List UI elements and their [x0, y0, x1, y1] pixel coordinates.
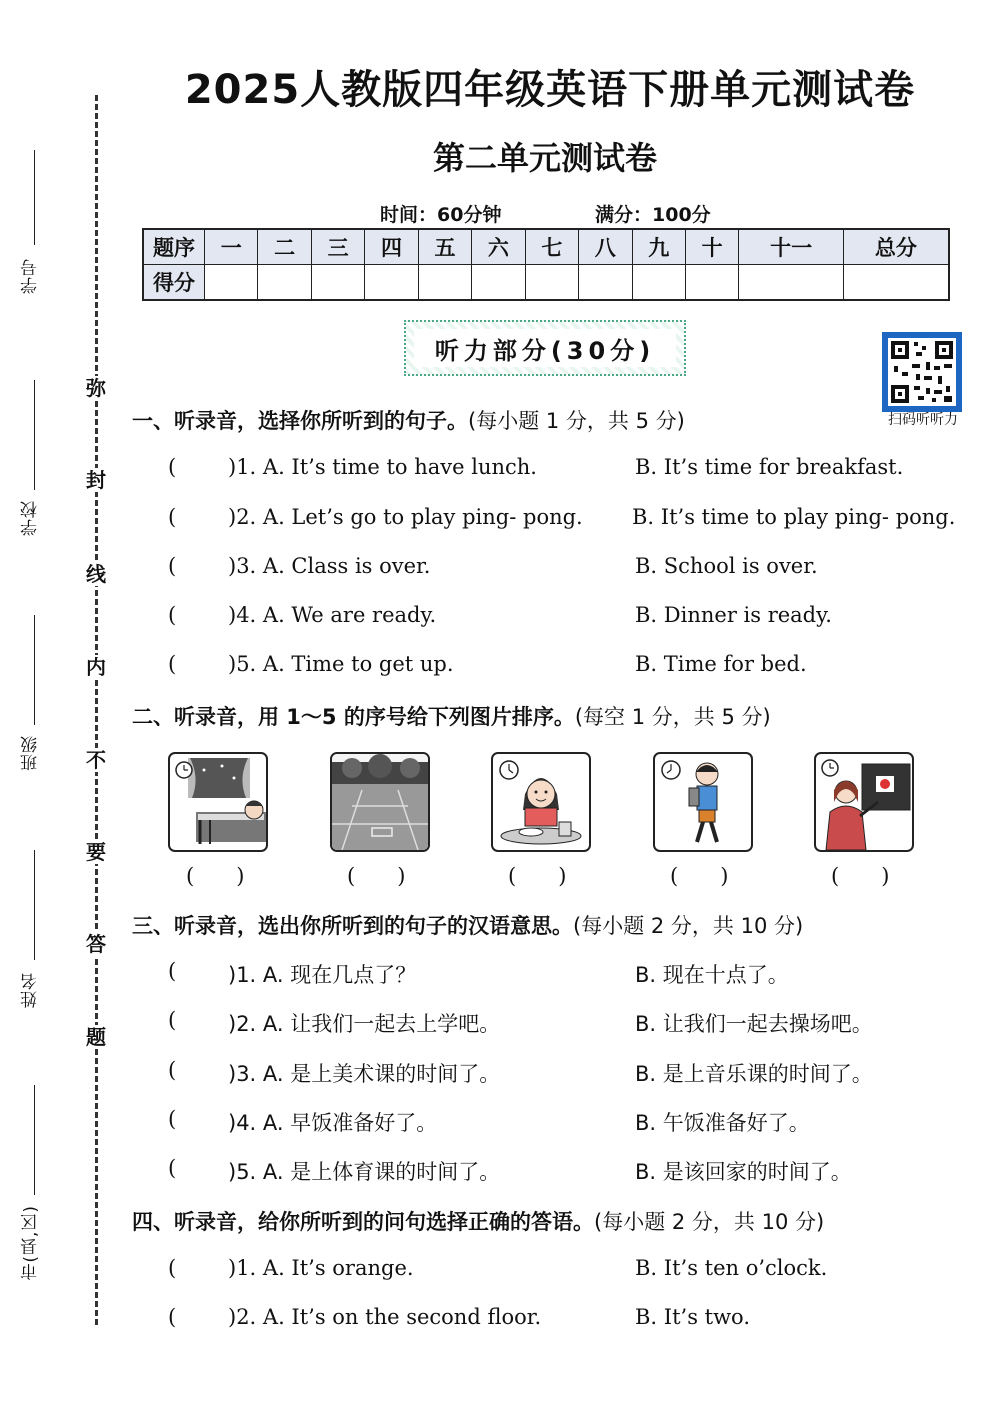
picture-lunch [491, 752, 591, 852]
lunch-illustration [493, 754, 589, 850]
binding-char: 要 [86, 840, 106, 864]
option-b[interactable]: B. It’s time for breakfast. [635, 455, 904, 479]
score-table-score-row [143, 265, 949, 301]
option-a[interactable]: )3. A. Class is over. [228, 554, 431, 578]
binding-char: 线 [86, 562, 106, 586]
option-a[interactable]: )4. A. We are ready. [228, 603, 437, 627]
section-2-heading [132, 701, 771, 731]
page-subtitle: 第二单元测试卷 [432, 139, 657, 177]
answer-blank[interactable]: ( [168, 603, 177, 627]
score-cell[interactable] [525, 265, 578, 301]
table-cell: 六 [472, 229, 525, 265]
answer-blank[interactable]: ( [168, 652, 177, 676]
table-cell: 总分 [843, 229, 949, 265]
table-cell: 三 [311, 229, 364, 265]
option-b[interactable]: B. 让我们一起去操场吧。 [635, 1012, 873, 1036]
student-number-label: 学号 [21, 258, 41, 294]
playground-illustration [332, 754, 428, 850]
score-cell[interactable] [632, 265, 685, 301]
score-cell[interactable] [843, 265, 949, 301]
section-note: (每小题 2 分，共 10 分) [594, 1210, 825, 1234]
picture-bedtime [168, 752, 268, 852]
binding-char: 封 [86, 468, 106, 492]
table-cell: 一 [205, 229, 258, 265]
section-heading-text: 四、听录音，给你所听到的问句选择正确的答语。 [132, 1210, 594, 1234]
answer-blank[interactable]: ( [168, 1305, 177, 1329]
listening-banner-label: 听力部分(30分) [414, 329, 676, 367]
option-b[interactable]: B. Time for bed. [635, 652, 807, 676]
option-b[interactable]: B. School is over. [635, 554, 818, 578]
picture-answer-blank[interactable]: ( ) [670, 864, 729, 888]
section-note: (每小题 1 分，共 5 分) [468, 409, 685, 433]
name-label: 姓名 [21, 972, 41, 1008]
bedtime-illustration [170, 754, 266, 850]
picture-answer-blank[interactable]: ( ) [831, 864, 890, 888]
picture-playground [330, 752, 430, 852]
picture-answer-blank[interactable]: ( ) [508, 864, 567, 888]
name-line[interactable] [34, 850, 35, 960]
section-4-heading [132, 1206, 824, 1236]
option-a[interactable]: )1. A. It’s time to have lunch. [228, 455, 537, 479]
binding-char: 答 [86, 932, 106, 956]
option-b[interactable]: B. 午饭准备好了。 [635, 1111, 810, 1135]
score-cell[interactable] [418, 265, 471, 301]
option-b[interactable]: B. Dinner is ready. [635, 603, 832, 627]
student-number-line[interactable] [34, 150, 35, 245]
answer-blank[interactable]: ( [168, 1058, 177, 1082]
picture-answer-blank[interactable]: ( ) [347, 864, 406, 888]
option-a[interactable]: )2. A. 让我们一起去上学吧。 [228, 1012, 501, 1036]
answer-blank[interactable]: ( [168, 554, 177, 578]
option-a[interactable]: )1. A. 现在几点了？ [228, 963, 417, 987]
full-score: 满分：100分 [595, 204, 711, 226]
option-a[interactable]: )1. A. It’s orange. [228, 1256, 414, 1280]
picture-answer-blank[interactable]: ( ) [186, 864, 245, 888]
section-heading-text: 三、听录音，选出你所听到的句子的汉语意思。 [132, 914, 573, 938]
qr-caption: 扫码听听力 [888, 412, 958, 428]
score-cell[interactable] [205, 265, 258, 301]
score-cell[interactable] [685, 265, 738, 301]
listening-banner [404, 320, 686, 376]
table-cell: 八 [579, 229, 632, 265]
school-line[interactable] [34, 380, 35, 490]
section-heading-text: 一、听录音，选择你所听到的句子。 [132, 409, 468, 433]
option-a[interactable]: )2. A. It’s on the second floor. [228, 1305, 542, 1329]
table-cell: 九 [632, 229, 685, 265]
score-cell[interactable] [739, 265, 843, 301]
table-cell: 十 [685, 229, 738, 265]
city-line[interactable] [34, 1085, 35, 1195]
answer-blank[interactable]: ( [168, 1156, 177, 1180]
table-cell: 得分 [143, 265, 205, 301]
score-cell[interactable] [258, 265, 311, 301]
answer-blank[interactable]: ( [168, 959, 177, 983]
answer-blank[interactable]: ( [168, 1256, 177, 1280]
answer-blank[interactable]: ( [168, 505, 177, 529]
picture-school [653, 752, 753, 852]
class-label: 班级 [21, 735, 41, 771]
answer-blank[interactable]: ( [168, 455, 177, 479]
binding-char: 不 [86, 748, 106, 772]
qr-code-icon[interactable] [882, 332, 962, 412]
table-cell: 题序 [143, 229, 205, 265]
school-illustration [655, 754, 751, 850]
option-b[interactable]: B. It’s ten o’clock. [635, 1256, 828, 1280]
school-label: 学校 [21, 500, 41, 536]
option-b[interactable]: B. 是上音乐课的时间了。 [635, 1062, 873, 1086]
class-line[interactable] [34, 615, 35, 725]
option-a[interactable]: )5. A. Time to get up. [228, 652, 454, 676]
binding-dashed-line [95, 95, 98, 1325]
score-cell[interactable] [472, 265, 525, 301]
section-note: (每小题 2 分，共 10 分) [573, 914, 804, 938]
binding-char: 内 [86, 655, 106, 679]
section-1-heading [132, 405, 685, 435]
table-cell: 五 [418, 229, 471, 265]
city-label: 市(县,区) [21, 1205, 41, 1281]
table-cell: 十一 [739, 229, 843, 265]
table-cell: 二 [258, 229, 311, 265]
option-a[interactable]: )5. A. 是上体育课的时间了。 [228, 1160, 501, 1184]
option-b[interactable]: B. 是该回家的时间了。 [635, 1160, 852, 1184]
score-table-header-row [143, 229, 949, 265]
option-b[interactable]: B. 现在十点了。 [635, 963, 789, 987]
section-heading-text: 二、听录音，用 1～5 的序号给下列图片排序。 [132, 705, 575, 729]
score-cell[interactable] [311, 265, 364, 301]
page-title: 2025人教版四年级英语下册单元测试卷 [184, 67, 916, 113]
option-a[interactable]: )4. A. 早饭准备好了。 [228, 1111, 438, 1135]
table-cell: 四 [365, 229, 418, 265]
binding-char: 题 [86, 1025, 106, 1049]
option-b[interactable]: B. It’s time to play ping- pong. [632, 505, 956, 529]
exam-time: 时间：60分钟 [380, 204, 502, 226]
section-3-heading [132, 910, 803, 940]
table-cell: 七 [525, 229, 578, 265]
section-note: (每空 1 分，共 5 分) [574, 705, 771, 729]
class-illustration [816, 754, 912, 850]
binding-char: 弥 [86, 376, 106, 400]
picture-class [814, 752, 914, 852]
answer-blank[interactable]: ( [168, 1008, 177, 1032]
score-cell[interactable] [579, 265, 632, 301]
option-a[interactable]: )2. A. Let’s go to play ping- pong. [228, 505, 583, 529]
score-table [142, 228, 950, 301]
option-a[interactable]: )3. A. 是上美术课的时间了。 [228, 1062, 501, 1086]
score-cell[interactable] [365, 265, 418, 301]
option-b[interactable]: B. It’s two. [635, 1305, 751, 1329]
answer-blank[interactable]: ( [168, 1107, 177, 1131]
